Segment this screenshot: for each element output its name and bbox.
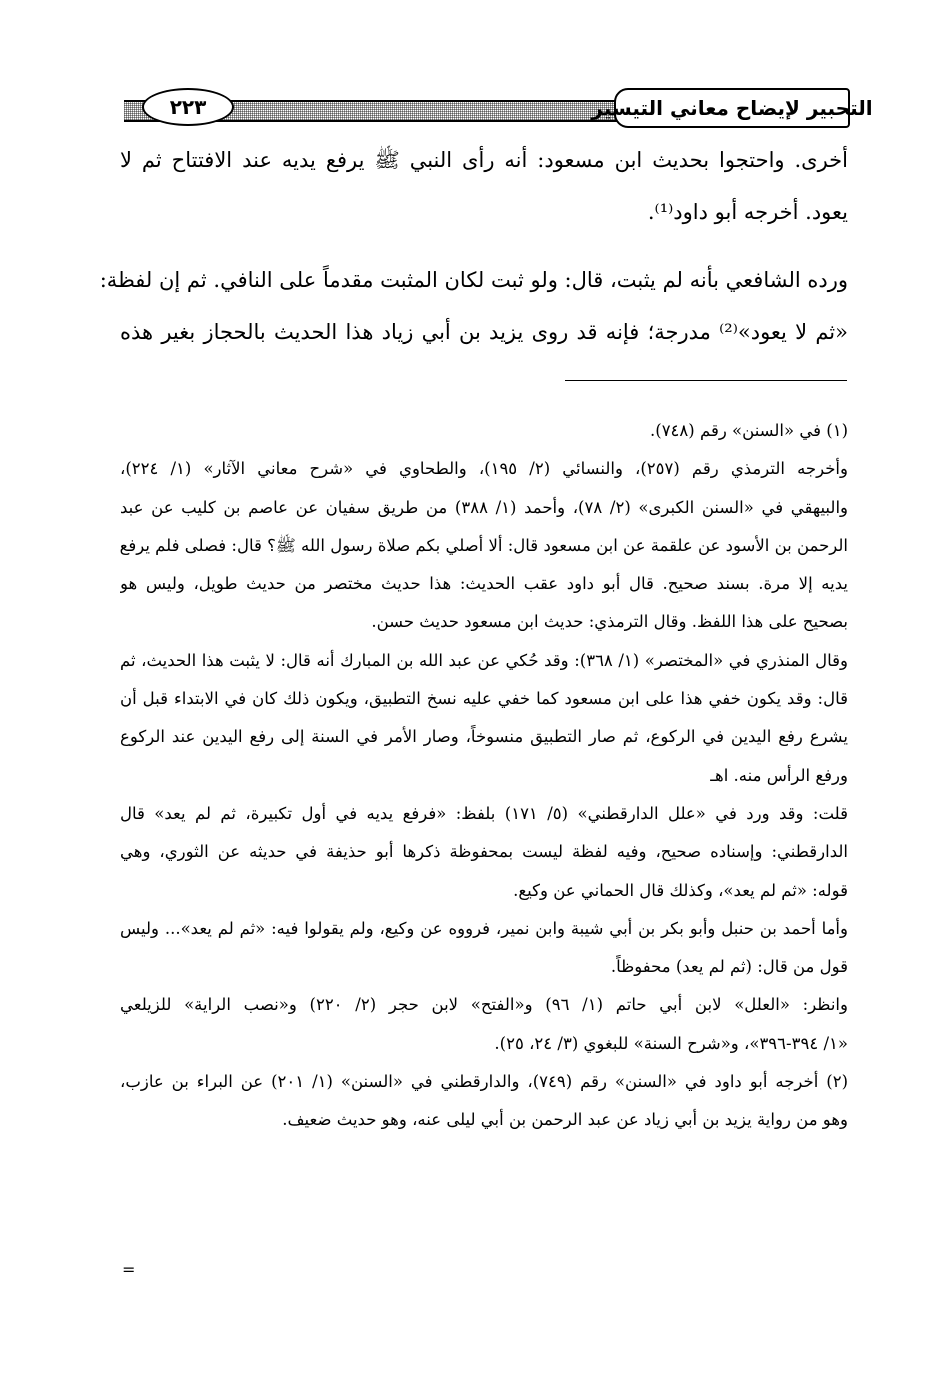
footnote-line: (٢) أخرجه أبو داود في «السنن» رقم (٧٤٩)، والدارقطني في «السنن» (١/ ٢٠١) عن البراء بن عازب،	[120, 1072, 848, 1092]
footnote-line: وأما أحمد بن حنبل وأبو بكر بن أبي شيبة وابن نمير، فرووه عن وكيع، ولم يقولوا فيه: «ثم لم يعد»... وليس	[120, 918, 848, 938]
footnote-line: قول من قال: (ثم لم يعد) محفوظاً.	[610, 957, 848, 977]
footnote-line: قال: وقد يكون خفي هذا على ابن مسعود كما خفي عليه نسخ التطبيق، ويكون ذلك كان في الابتداء قبل أن	[120, 689, 848, 709]
continuation-mark: =	[122, 1260, 136, 1279]
footnote-line: يشرع رفع اليدين في الركوع، ثم صار التطبيق منسوخاً، وصار الأمر في السنة إلى رفع اليدين عند الركوع	[120, 727, 848, 747]
footnote-line: وهو من رواية يزيد بن أبي زياد عن عبد الرحمن بن أبي ليلى عنه، وهو حديث ضعيف.	[282, 1110, 848, 1130]
footnote-line: يديه إلا مرة. بسند صحيح. قال أبو داود عقب الحديث: هذا حديث مختصر من حديث طويل، وليس هو	[120, 574, 848, 594]
body-line: «ثم لا يعود»⁽²⁾ مدرجة؛ فإنه قد روى يزيد بن أبي زياد هذا الحديث بالحجاز بغير هذه	[120, 320, 848, 344]
book-title: التحبير لإيضاح معاني التيسير	[614, 88, 850, 128]
footnote-line: «١/ ٣٩٤-٣٩٦»، و«شرح السنة» للبغوي (٣/ ٢٤، ٢٥).	[494, 1033, 848, 1053]
footnote-line: وأخرجه الترمذي رقم (٢٥٧)، والنسائي (٢/ ١٩٥)، والطحاوي في «شرح معاني الآثار» (١/ ٢٢٤)،	[120, 459, 848, 479]
footnote-line: (١) في «السنن» رقم (٧٤٨).	[650, 421, 848, 440]
footnotes	[120, 412, 848, 1140]
footnote-line: وقال المنذري في «المختصر» (١/ ٣٦٨): وقد حُكي عن عبد الله بن المبارك أنه قال: لا يثبت هذا الحديث، ثم	[120, 650, 848, 670]
main-text	[99, 134, 848, 358]
body-line: أخرى. واحتجوا بحديث ابن مسعود: أنه رأى النبي ﷺ يرفع يديه عند الافتتاح ثم لا	[120, 148, 848, 172]
running-header	[118, 88, 873, 134]
footnote-line: وانظر: «العلل» لابن أبي حاتم (١/ ٩٦) و«الفتح» لابن حجر (٢/ ٢٢٠) و«نصب الراية» للزيلعي	[120, 995, 848, 1015]
body-line: ورده الشافعي بأنه لم يثبت، قال: ولو ثبت لكان المثبت مقدماً على النافي. ثم إن لفظة:	[99, 268, 848, 292]
footnote-line: الدارقطني: وإسناده صحيح، وفيه لفظة ليست بمحفوظة ذكرها أبو حذيفة في حديثه عن الثوري، وهي	[120, 842, 848, 862]
footnote-separator	[565, 380, 847, 381]
footnote-line: قلت: وقد ورد في «علل الدارقطني» (٥/ ١٧١) بلفظ: «فرفع يديه في أول تكبيرة، ثم لم يعد» قال	[120, 803, 848, 823]
page-number: ٢٢٣	[142, 88, 234, 126]
footnote-line: الرحمن بن الأسود عن علقمة عن ابن مسعود قال: ألا أصلي بكم صلاة رسول الله ﷺ؟ قال: فصلى فلم يرفع	[120, 535, 848, 555]
body-line: يعود. أخرجه أبو داود⁽¹⁾.	[647, 200, 848, 224]
footnote-line: بصحيح على هذا اللفظ. وقال الترمذي: حديث ابن مسعود حديث حسن.	[371, 612, 848, 632]
footnote-line: ورفع الرأس منه. اهـ	[710, 765, 848, 785]
footnote-line: والبيهقي في «السنن الكبرى» (٢/ ٧٨)، وأحمد (١/ ٣٨٨) من طريق سفيان عن عاصم بن كليب عن عبد	[120, 497, 848, 517]
footnote-line: قوله: «ثم لم يعد»، وكذلك قال الحماني عن وكيع.	[513, 880, 848, 900]
